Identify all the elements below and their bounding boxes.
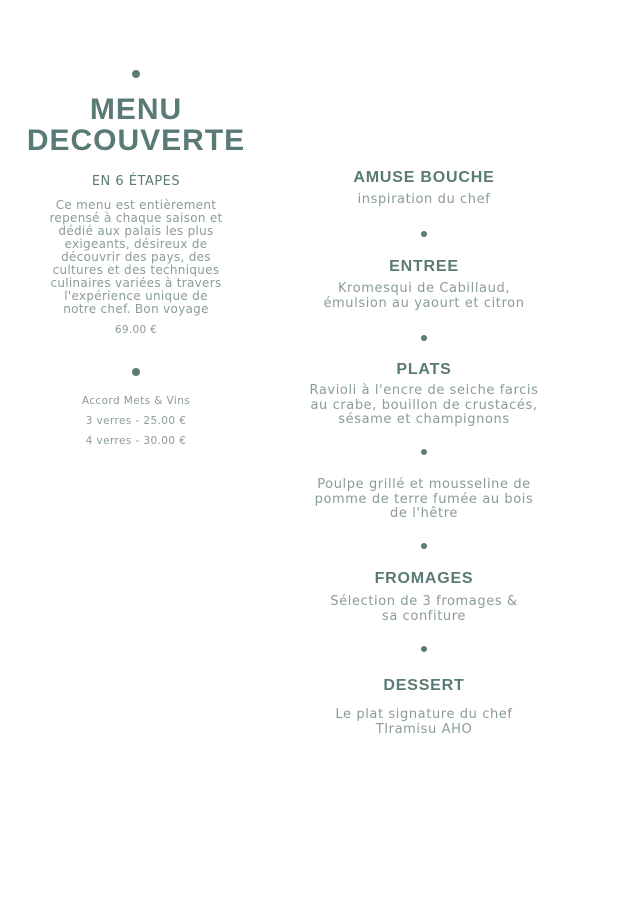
course-title-amuse-bouche: AMUSE BOUCHE bbox=[353, 169, 495, 186]
wine-pairing-option: 3 verres - 25.00 € bbox=[85, 415, 187, 427]
menu-title-line2: DECOUVERTE bbox=[26, 124, 246, 157]
description-line: l'expérience unique de bbox=[64, 289, 208, 303]
decorative-dot bbox=[132, 70, 140, 78]
course-text-line: TIramisu AHO bbox=[375, 721, 473, 737]
course-text-line: sésame et champignons bbox=[338, 412, 510, 427]
wine-pairing-label: Accord Mets & Vins bbox=[81, 395, 191, 407]
menu-title-line1: MENU bbox=[89, 93, 183, 126]
course-text: inspiration du chef bbox=[357, 192, 491, 207]
menu-description bbox=[25, 199, 247, 316]
menu-subtitle: EN 6 ÉTAPES bbox=[91, 174, 181, 189]
decorative-dot bbox=[421, 543, 427, 549]
decorative-dot bbox=[421, 231, 427, 237]
wine-pairing-option: 4 verres - 30.00 € bbox=[85, 435, 187, 447]
description-line: Ce menu est entièrement bbox=[55, 198, 217, 212]
decorative-dot bbox=[421, 449, 427, 455]
decorative-dot bbox=[421, 646, 427, 652]
course-title-dessert: DESSERT bbox=[383, 677, 465, 694]
course-title-plats: PLATS bbox=[396, 361, 452, 378]
decorative-dot bbox=[132, 368, 140, 376]
decorative-dot bbox=[421, 335, 427, 341]
description-line: exigeants, désireux de bbox=[64, 237, 208, 251]
description-line: cultures et des techniques bbox=[52, 263, 220, 277]
course-text-line: Le plat signature du chef bbox=[335, 707, 513, 722]
course-text-line: au crabe, bouillon de crustacés, bbox=[310, 397, 538, 413]
description-line: découvrir des pays, des bbox=[61, 250, 211, 264]
course-text-line: émulsion au yaourt et citron bbox=[323, 295, 525, 311]
course-text bbox=[290, 282, 558, 311]
description-line: culinaires variées à travers bbox=[50, 276, 222, 290]
course-text-line: sa confiture bbox=[382, 608, 466, 624]
description-line: notre chef. Bon voyage bbox=[63, 302, 209, 316]
course-text bbox=[290, 595, 558, 624]
course-text bbox=[290, 478, 558, 522]
course-text-line: Kromesqui de Cabillaud, bbox=[337, 281, 511, 296]
wine-pairing bbox=[25, 391, 247, 451]
course-title-fromages: FROMAGES bbox=[374, 570, 474, 587]
menu-price: 69.00 € bbox=[114, 324, 158, 336]
course-text bbox=[290, 708, 558, 737]
course-text-line: Sélection de 3 fromages & bbox=[330, 594, 518, 609]
course-title-entree: ENTREE bbox=[389, 258, 459, 275]
description-line: dédié aux palais les plus bbox=[58, 224, 214, 238]
course-text-line: pomme de terre fumée au bois bbox=[314, 491, 534, 507]
course-text-line: de l'hêtre bbox=[390, 506, 458, 521]
course-text-line: Poulpe grillé et mousseline de bbox=[317, 477, 531, 492]
course-text-line: Ravioli à l'encre de seiche farcis bbox=[309, 383, 539, 398]
course-text bbox=[290, 384, 558, 428]
description-line: repensé à chaque saison et bbox=[49, 211, 223, 225]
